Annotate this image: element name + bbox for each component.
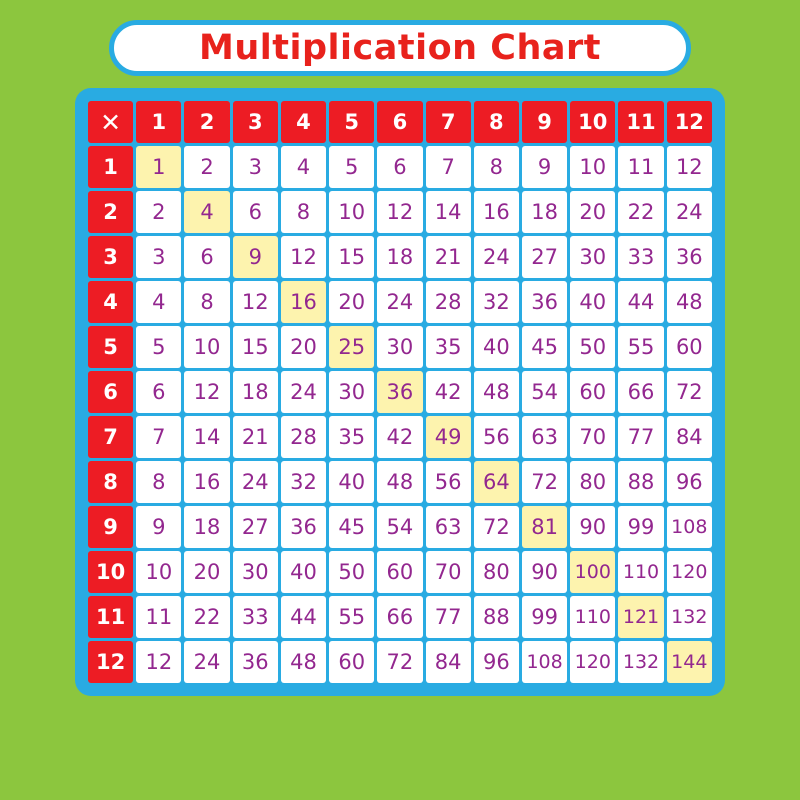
table-cell: 12 (281, 236, 326, 278)
table-cell: 40 (329, 461, 374, 503)
table-header-row (88, 101, 712, 143)
table-cell: 88 (474, 596, 519, 638)
row-header: 8 (88, 461, 133, 503)
table-cell: 5 (329, 146, 374, 188)
table-cell: 12 (667, 146, 712, 188)
table-cell: 42 (377, 416, 422, 458)
table-row (88, 641, 712, 683)
table-cell: 14 (184, 416, 229, 458)
table-cell: 80 (570, 461, 615, 503)
table-cell: 20 (184, 551, 229, 593)
table-cell: 25 (329, 326, 374, 368)
table-cell: 21 (426, 236, 471, 278)
multiplication-table (85, 98, 715, 686)
row-header: 7 (88, 416, 133, 458)
table-row (88, 596, 712, 638)
table-cell: 18 (377, 236, 422, 278)
table-cell: 8 (184, 281, 229, 323)
table-cell: 27 (233, 506, 278, 548)
column-header: 11 (618, 101, 663, 143)
table-cell: 2 (136, 191, 181, 233)
table-cell: 72 (474, 506, 519, 548)
table-cell: 35 (426, 326, 471, 368)
table-cell: 27 (522, 236, 567, 278)
table-cell: 40 (570, 281, 615, 323)
table-cell: 60 (329, 641, 374, 683)
table-cell: 48 (281, 641, 326, 683)
table-cell: 64 (474, 461, 519, 503)
table-cell: 54 (522, 371, 567, 413)
table-cell: 108 (522, 641, 567, 683)
table-cell: 48 (377, 461, 422, 503)
table-cell: 2 (184, 146, 229, 188)
table-cell: 10 (570, 146, 615, 188)
table-cell: 108 (667, 506, 712, 548)
table-cell: 144 (667, 641, 712, 683)
title-plate (109, 20, 691, 76)
table-cell: 55 (618, 326, 663, 368)
table-cell: 24 (667, 191, 712, 233)
table-cell: 9 (233, 236, 278, 278)
column-header: 1 (136, 101, 181, 143)
row-header: 5 (88, 326, 133, 368)
table-cell: 24 (474, 236, 519, 278)
table-cell: 77 (426, 596, 471, 638)
column-header: 6 (377, 101, 422, 143)
row-header: 10 (88, 551, 133, 593)
table-cell: 88 (618, 461, 663, 503)
table-cell: 24 (233, 461, 278, 503)
table-cell: 45 (329, 506, 374, 548)
table-cell: 28 (281, 416, 326, 458)
table-cell: 18 (184, 506, 229, 548)
table-cell: 72 (377, 641, 422, 683)
table-cell: 45 (522, 326, 567, 368)
table-cell: 9 (136, 506, 181, 548)
table-cell: 8 (474, 146, 519, 188)
table-cell: 110 (618, 551, 663, 593)
column-header: 9 (522, 101, 567, 143)
row-header: 1 (88, 146, 133, 188)
table-cell: 100 (570, 551, 615, 593)
column-header: 4 (281, 101, 326, 143)
table-cell: 3 (136, 236, 181, 278)
table-cell: 32 (474, 281, 519, 323)
row-header: 2 (88, 191, 133, 233)
table-cell: 10 (136, 551, 181, 593)
column-header: 8 (474, 101, 519, 143)
table-cell: 36 (377, 371, 422, 413)
column-header: 10 (570, 101, 615, 143)
table-cell: 90 (522, 551, 567, 593)
table-cell: 99 (618, 506, 663, 548)
row-header: 11 (88, 596, 133, 638)
table-cell: 20 (570, 191, 615, 233)
chart-frame (75, 88, 725, 696)
table-cell: 20 (281, 326, 326, 368)
table-cell: 121 (618, 596, 663, 638)
table-cell: 18 (522, 191, 567, 233)
table-cell: 132 (618, 641, 663, 683)
table-cell: 4 (136, 281, 181, 323)
table-cell: 49 (426, 416, 471, 458)
row-header: 12 (88, 641, 133, 683)
table-cell: 6 (136, 371, 181, 413)
table-cell: 36 (281, 506, 326, 548)
table-cell: 44 (618, 281, 663, 323)
table-cell: 120 (667, 551, 712, 593)
table-cell: 81 (522, 506, 567, 548)
table-cell: 30 (377, 326, 422, 368)
table-cell: 21 (233, 416, 278, 458)
table-cell: 36 (667, 236, 712, 278)
table-cell: 6 (184, 236, 229, 278)
table-cell: 72 (667, 371, 712, 413)
table-cell: 30 (233, 551, 278, 593)
table-cell: 22 (618, 191, 663, 233)
column-header: 5 (329, 101, 374, 143)
table-cell: 32 (281, 461, 326, 503)
table-row (88, 506, 712, 548)
table-row (88, 326, 712, 368)
table-cell: 22 (184, 596, 229, 638)
table-cell: 7 (136, 416, 181, 458)
table-cell: 120 (570, 641, 615, 683)
table-cell: 48 (667, 281, 712, 323)
table-cell: 24 (184, 641, 229, 683)
row-header: 3 (88, 236, 133, 278)
table-cell: 11 (136, 596, 181, 638)
table-cell: 54 (377, 506, 422, 548)
table-cell: 66 (618, 371, 663, 413)
table-cell: 33 (233, 596, 278, 638)
table-cell: 40 (474, 326, 519, 368)
row-header: 4 (88, 281, 133, 323)
table-cell: 7 (426, 146, 471, 188)
table-cell: 35 (329, 416, 374, 458)
table-cell: 12 (233, 281, 278, 323)
row-header: 6 (88, 371, 133, 413)
table-cell: 60 (377, 551, 422, 593)
table-cell: 5 (136, 326, 181, 368)
table-cell: 4 (184, 191, 229, 233)
table-cell: 11 (618, 146, 663, 188)
table-cell: 66 (377, 596, 422, 638)
table-cell: 16 (281, 281, 326, 323)
table-cell: 15 (233, 326, 278, 368)
table-cell: 14 (426, 191, 471, 233)
table-cell: 110 (570, 596, 615, 638)
table-cell: 96 (474, 641, 519, 683)
table-cell: 6 (233, 191, 278, 233)
table-cell: 132 (667, 596, 712, 638)
table-cell: 16 (184, 461, 229, 503)
table-cell: 4 (281, 146, 326, 188)
table-cell: 56 (474, 416, 519, 458)
column-header: 12 (667, 101, 712, 143)
table-cell: 84 (426, 641, 471, 683)
table-cell: 44 (281, 596, 326, 638)
table-cell: 10 (329, 191, 374, 233)
table-cell: 70 (426, 551, 471, 593)
table-cell: 6 (377, 146, 422, 188)
table-cell: 8 (281, 191, 326, 233)
table-row (88, 461, 712, 503)
table-row (88, 551, 712, 593)
table-row (88, 236, 712, 278)
column-header: 2 (184, 101, 229, 143)
table-cell: 33 (618, 236, 663, 278)
table-cell: 56 (426, 461, 471, 503)
table-cell: 96 (667, 461, 712, 503)
table-cell: 84 (667, 416, 712, 458)
table-cell: 3 (233, 146, 278, 188)
table-cell: 60 (570, 371, 615, 413)
column-header: 3 (233, 101, 278, 143)
row-header: 9 (88, 506, 133, 548)
table-cell: 72 (522, 461, 567, 503)
page-title: Multiplication Chart (199, 28, 601, 68)
table-cell: 42 (426, 371, 471, 413)
table-cell: 18 (233, 371, 278, 413)
table-row (88, 416, 712, 458)
table-cell: 15 (329, 236, 374, 278)
table-cell: 9 (522, 146, 567, 188)
table-cell: 63 (426, 506, 471, 548)
table-cell: 28 (426, 281, 471, 323)
table-row (88, 281, 712, 323)
table-cell: 99 (522, 596, 567, 638)
table-cell: 40 (281, 551, 326, 593)
table-cell: 36 (233, 641, 278, 683)
table-cell: 60 (667, 326, 712, 368)
table-cell: 63 (522, 416, 567, 458)
table-cell: 1 (136, 146, 181, 188)
multiply-symbol-icon: ✕ (88, 101, 133, 143)
table-cell: 30 (329, 371, 374, 413)
column-header: 7 (426, 101, 471, 143)
table-cell: 55 (329, 596, 374, 638)
table-cell: 30 (570, 236, 615, 278)
table-cell: 24 (377, 281, 422, 323)
table-cell: 8 (136, 461, 181, 503)
table-cell: 48 (474, 371, 519, 413)
table-cell: 50 (570, 326, 615, 368)
table-cell: 77 (618, 416, 663, 458)
table-cell: 16 (474, 191, 519, 233)
table-row (88, 191, 712, 233)
table-cell: 12 (136, 641, 181, 683)
table-cell: 90 (570, 506, 615, 548)
table-cell: 50 (329, 551, 374, 593)
table-cell: 70 (570, 416, 615, 458)
table-cell: 36 (522, 281, 567, 323)
table-cell: 24 (281, 371, 326, 413)
table-cell: 20 (329, 281, 374, 323)
table-cell: 80 (474, 551, 519, 593)
table-row (88, 146, 712, 188)
table-cell: 12 (184, 371, 229, 413)
table-cell: 10 (184, 326, 229, 368)
table-row (88, 371, 712, 413)
table-cell: 12 (377, 191, 422, 233)
